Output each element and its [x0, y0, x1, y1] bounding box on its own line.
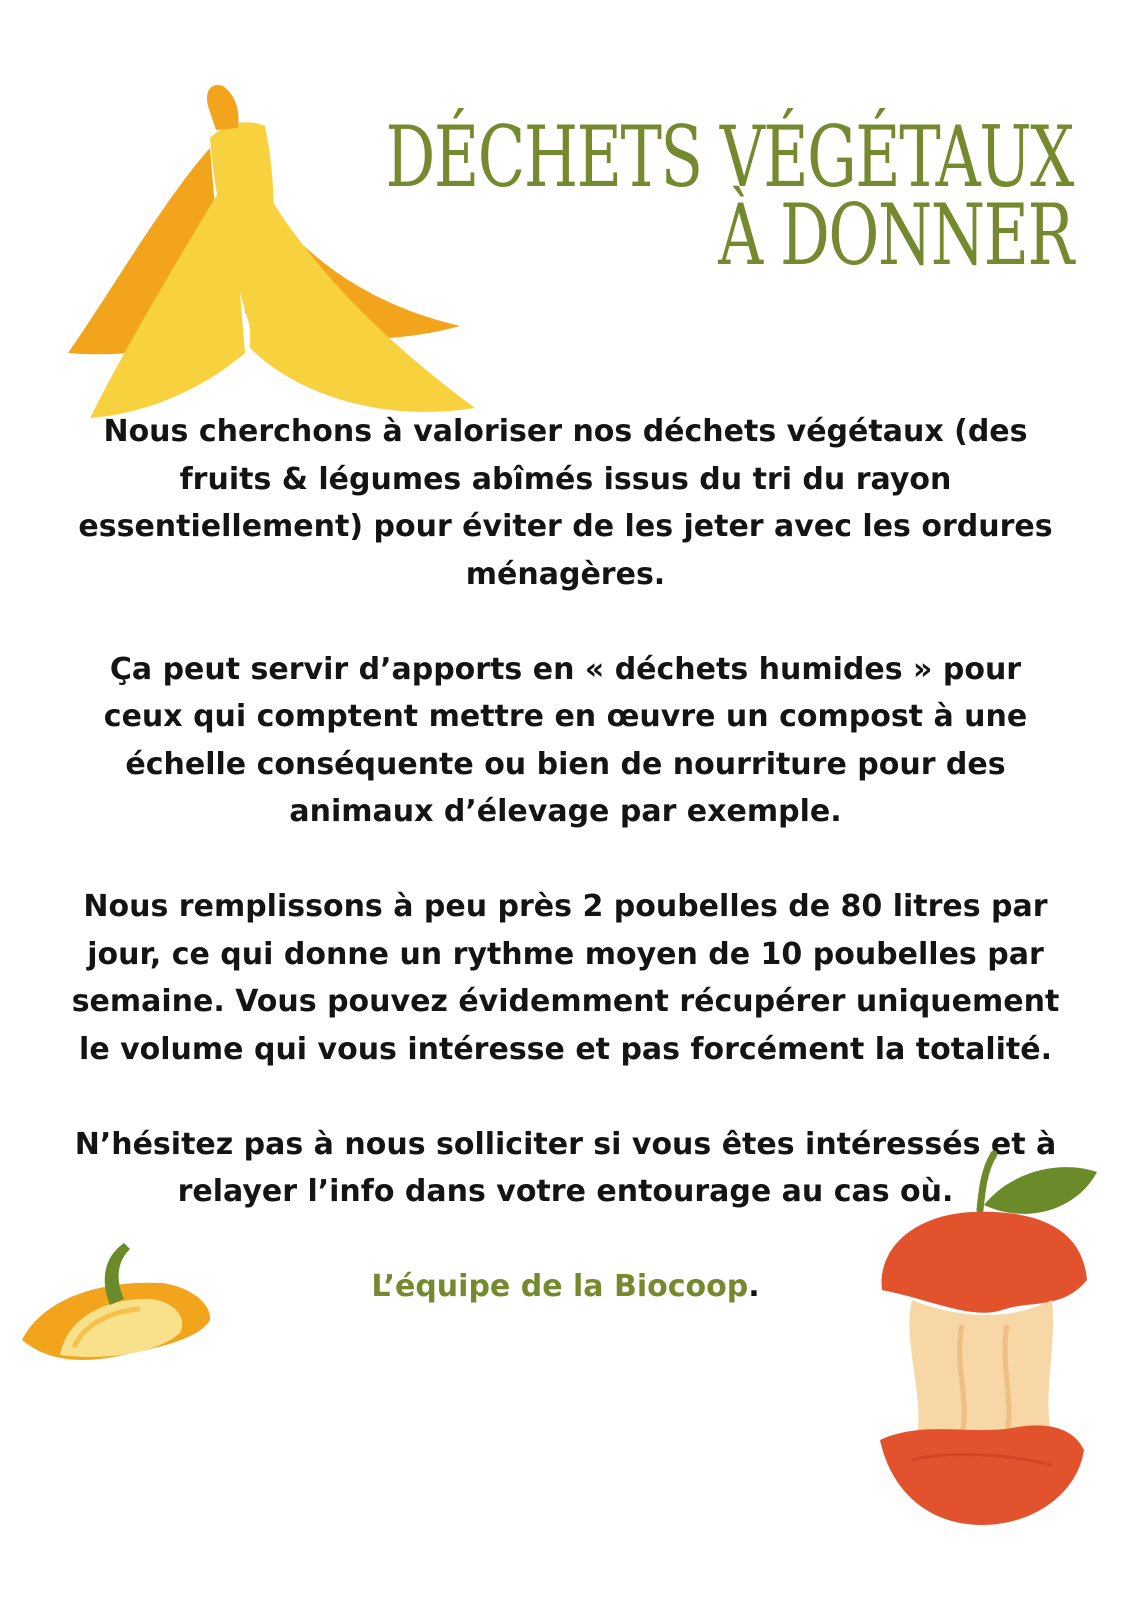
- title-line-1: DÉCHETS VÉGÉTAUX: [385, 108, 1073, 206]
- apple-core-illustration: [872, 1150, 1122, 1540]
- paragraph-intro: Nous cherchons à valoriser nos déchets végétaux (des fruits & légumes abîmés issus du tri du rayon essentiellement) pour éviter de les jeter avec les ordures ménagères.: [78, 414, 1053, 592]
- paragraph-volume: Nous remplissons à peu près 2 poubelles de 80 litres par jour, ce qui donne un rythme moyen de 10 poubelles par semaine. Vous pouvez évidemment récupérer uniquement le volume qui vous intéresse et pas forcément la totalité.: [71, 889, 1060, 1067]
- title-line-2: À DONNER: [718, 186, 1073, 284]
- page-title: [385, 108, 1073, 284]
- pumpkin-slice-illustration: [12, 1235, 217, 1380]
- paragraph-uses: Ça peut servir d’apports en « déchets humides » pour ceux qui comptent mettre en œuvre un compost à une échelle conséquente ou bien de nourriture pour des animaux d’élevage par exemple.: [103, 651, 1028, 829]
- paragraph-contact: N’hésitez pas à nous solliciter si vous êtes intéressés et à relayer l’info dans votre entourage au cas où.: [74, 1126, 1057, 1209]
- signature-period: .: [748, 1269, 760, 1304]
- signature: L’équipe de la Biocoop: [371, 1269, 749, 1304]
